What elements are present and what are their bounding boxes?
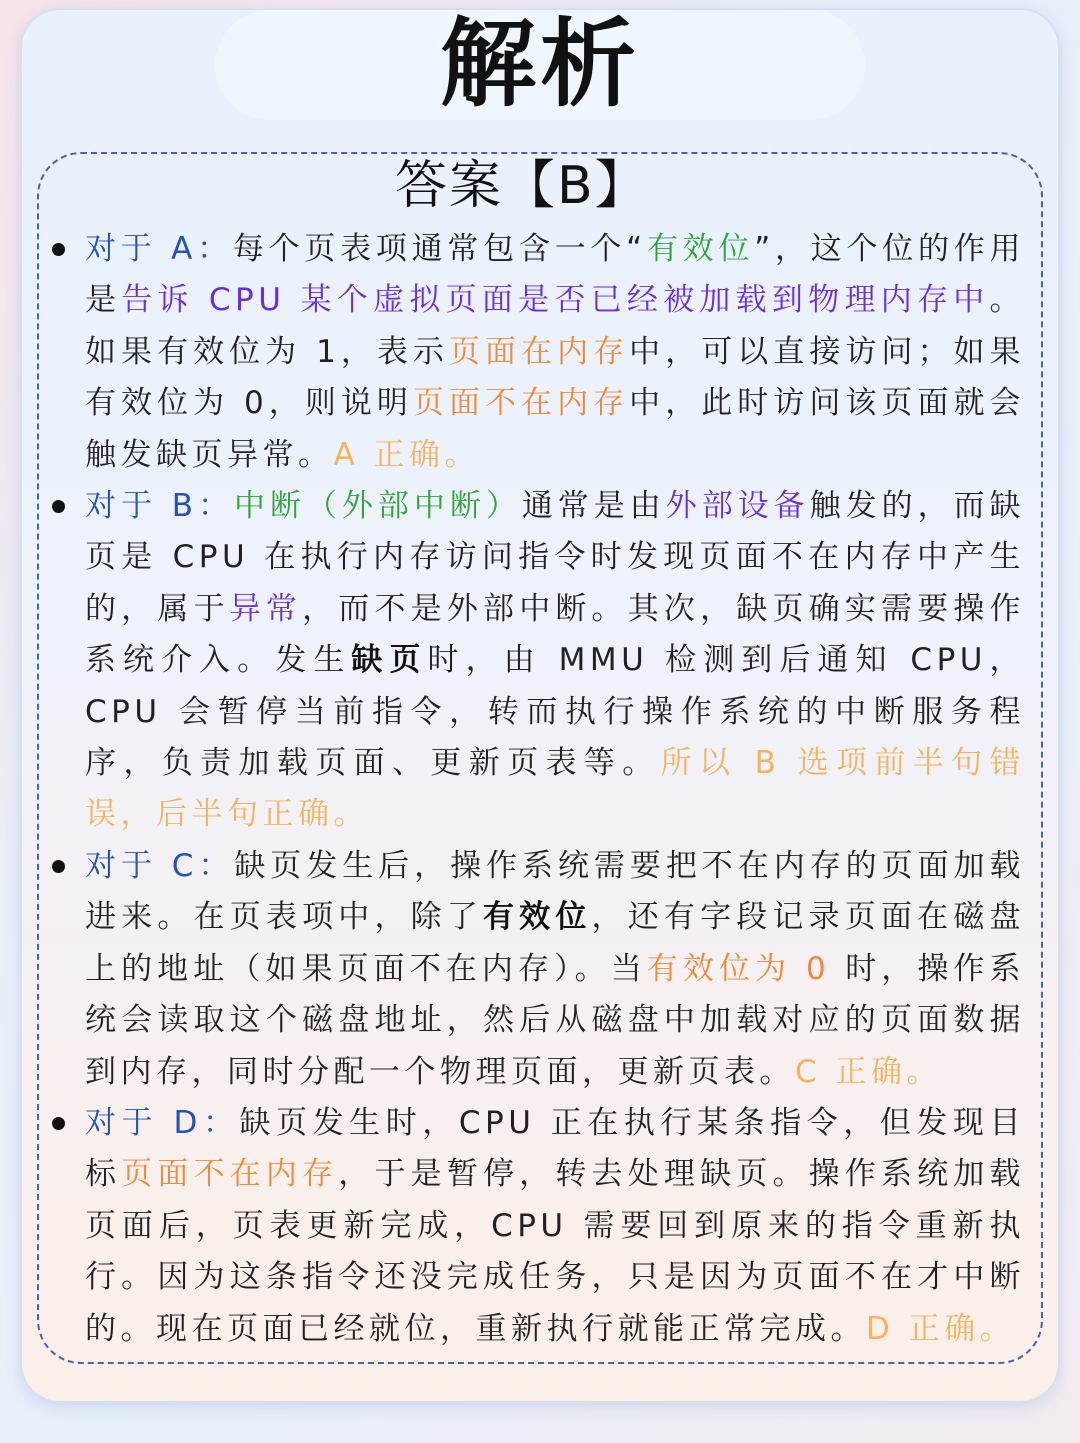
list-item (50, 224, 1025, 481)
text-segment: 通常是由 (521, 488, 666, 525)
page-title: 解析 (440, 8, 640, 120)
text-segment: C 正确。 (795, 1053, 942, 1090)
text-segment: A 正确。 (333, 436, 481, 473)
text-segment: ，还有字段记录页面在磁盘上的地址（如果页面不在内存）。当 (85, 899, 1026, 987)
text-segment: ，而不是外部中断。其次，缺页确实需要操作系统介入。发生 (85, 590, 1026, 679)
text-segment: 有效位为 0 (646, 950, 831, 987)
bullet-icon (52, 500, 65, 513)
list-item (50, 1098, 1025, 1355)
text-segment: 触发的，而缺页是 CPU 在执行内存访问指令时发现页面不在内存中产生的，属于 (85, 488, 1026, 627)
text-segment: 缺页发生后，操作系统需要把不在内存的页面加载进来。在页表项中，除了 (85, 847, 1026, 936)
text-segment: ，于是暂停，转去处理缺页。操作系统加载页面后，页表更新完成，CPU 需要回到原来的指令重新执行。因为这条指令还没完成任务，只是因为页面不在才中断的。现在页面已经就位，重新执行就能正常完成。 (85, 1156, 1026, 1347)
text-segment: 中断（外部中断） (234, 488, 522, 525)
text-segment: 页面不在内存 (121, 1156, 339, 1193)
item-text (85, 841, 1025, 1098)
text-segment: 时，由 MMU 检测到后通知 CPU，CPU 会暂停当前指令，转而执行操作系统的中断服务程序，负责加载页面、更新页表等。 (85, 642, 1026, 782)
bullet-icon (52, 243, 65, 256)
explanation-list (50, 224, 1025, 1355)
text-segment: 所以 B 选项前半句错误，后半句正确。 (85, 745, 1025, 833)
text-segment: 缺页发生时，CPU 正在执行某条指令，但发现目标 (85, 1104, 1025, 1193)
text-segment: 。如果有效位为 1，表示 (85, 282, 1025, 370)
text-segment: 页面不在内存 (412, 385, 630, 422)
text-segment: 时，操作系统会读取这个磁盘地址，然后从磁盘中加载对应的页面数据到内存，同时分配一个物理页面，更新页表。 (85, 950, 1026, 1090)
text-segment: 中，此时访问该页面就会触发缺页异常。 (85, 385, 1026, 473)
item-text (85, 224, 1025, 481)
text-segment: 对于 B： (85, 488, 235, 525)
answer-label: 答案【B】 (395, 156, 649, 216)
text-segment: ”，这个位的作用是 (85, 231, 1026, 319)
item-text (85, 1098, 1025, 1355)
text-segment: 页面在内存 (448, 333, 630, 370)
list-item (50, 841, 1025, 1098)
item-text (85, 481, 1025, 841)
bullet-icon (52, 860, 65, 873)
list-item (50, 481, 1025, 841)
text-segment: 外部设备 (665, 488, 810, 525)
text-segment: 中，可以直接访问；如果有效位为 0，则说明 (85, 333, 1026, 422)
text-segment: 每个页表项通常包含一个“ (232, 231, 647, 267)
text-segment: 缺页 (351, 642, 428, 679)
text-segment: 有效位 (482, 899, 592, 936)
bullet-icon (52, 1117, 65, 1130)
text-segment: 告诉 CPU 某个虚拟页面是否已经被加载到物理内存中 (121, 282, 990, 319)
text-segment: 对于 C： (85, 847, 235, 884)
text-segment: 有效位 (646, 231, 755, 267)
text-segment: D 正确。 (866, 1310, 1016, 1347)
text-segment: 对于 A： (85, 231, 233, 267)
text-segment: 对于 D： (85, 1104, 240, 1141)
text-segment: 异常 (229, 590, 303, 627)
